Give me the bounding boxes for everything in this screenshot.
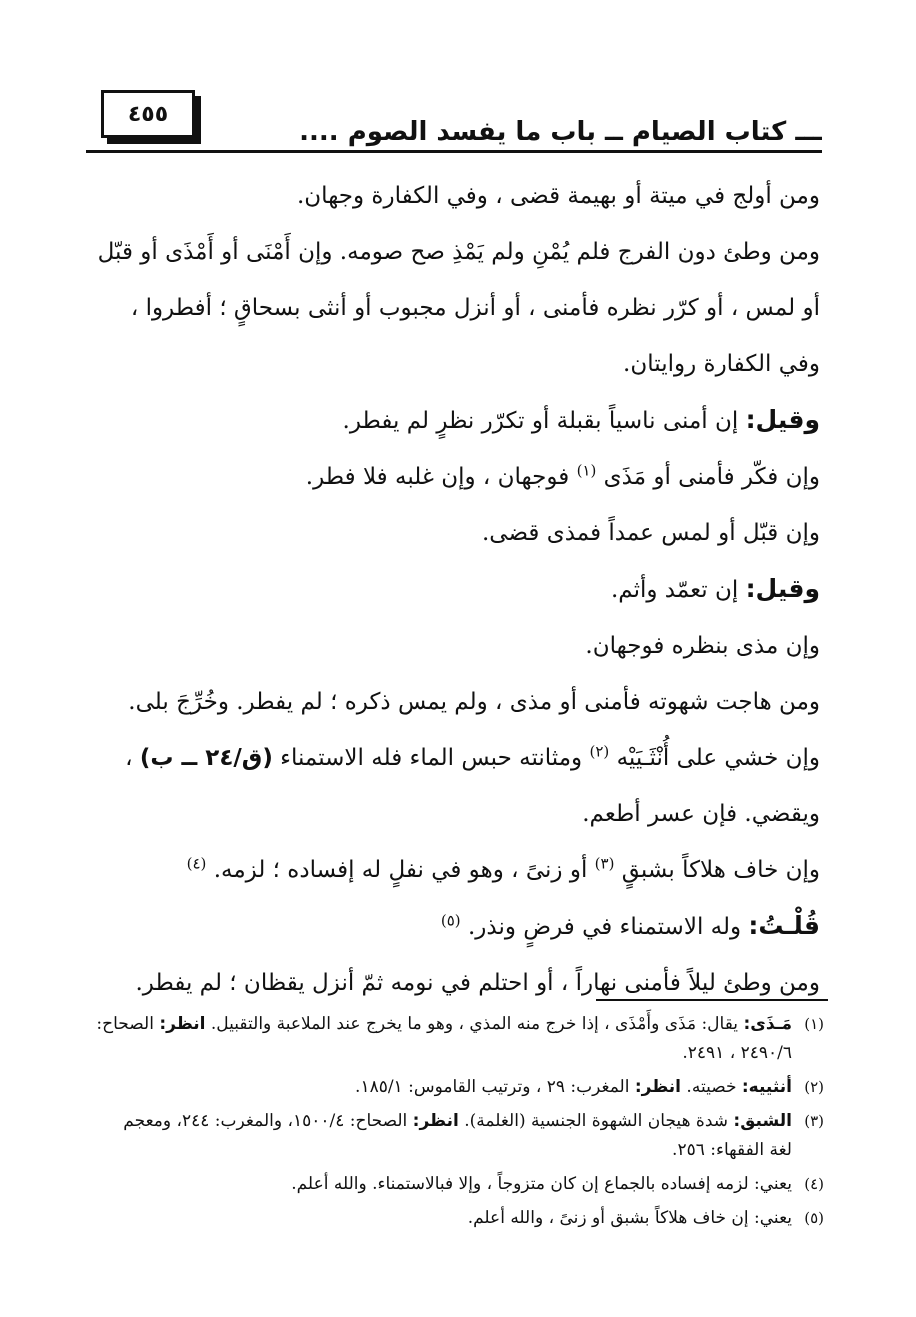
footnote-text: يقال: مَذَى وأَمْذَى ، إذا خرج منه المذي ، وهو ما يخرج عند الملاعبة والتقبيل. (210, 1014, 739, 1034)
running-header: ـــ كتاب الصيام ــ باب ما يفسد الصوم .... (299, 117, 822, 147)
footnote-source: الصحاح: ١٥٠٠/٤، والمغرب: ٢٤٤، ومعجم لغة الفقهاء: ٢٥٦. (123, 1111, 792, 1160)
footnote-see: انظر: (634, 1077, 682, 1097)
footnote-number: (١) (804, 1015, 824, 1033)
page-number-text: ٤٥٥ (127, 101, 169, 127)
footnote-ref-2[interactable]: (٢) (589, 742, 610, 761)
footnote-text: شدة هيجان الشهوة الجنسية (الغلمة). (464, 1111, 729, 1131)
footnote-4 (96, 1170, 824, 1199)
footnote-number: (٣) (804, 1112, 824, 1130)
paragraph-7: وإن مذى بنظره فوجهان. (585, 633, 820, 659)
footnote-1 (96, 1010, 824, 1068)
paragraph-4 (86, 449, 820, 505)
footnote-term: مَـذَى: (743, 1014, 792, 1034)
paragraph-9-text-a: وإن خشي على أُنْثَـيَيْه (616, 745, 820, 771)
footnote-ref-1[interactable]: (١) (576, 461, 597, 480)
paragraph-11-text: وله الاستمناء في فرضٍ ونذر. (467, 914, 742, 940)
paragraph-9-text-c: ، ويقضي. فإن عسر أطعم. (125, 745, 820, 827)
footnote-text: خصيته. (686, 1077, 737, 1097)
footnote-5 (96, 1204, 824, 1233)
paragraph-2: ومن وطئ دون الفرج فلم يُمْنِ ولم يَمْذِ صح صومه. وإن أَمْنَى أو أَمْذَى أو قبّل أو لمس ، أو كرّر نظره فأمنى ، أو أنزل مجبوب أو أنثى بسحاقٍ ؛ أفطروا ، وفي الكفارة روايتان. (97, 239, 820, 377)
paragraph-1: ومن أولج في ميتة أو بهيمة قضى ، وفي الكفارة وجهان. (296, 183, 820, 209)
paragraph-10-text-b: أو زنىً ، وهو في نفلٍ له إفساده ؛ لزمه. (213, 857, 588, 883)
footnote-source: الصحاح: ٢٤٩٠/٦ ، ٢٤٩١. (96, 1014, 792, 1063)
footnote-number: (٥) (804, 1209, 824, 1227)
paragraph-4-text-a: وإن فكّر فأمنى أو مَذَى (603, 464, 820, 490)
footnote-2 (96, 1073, 824, 1102)
paragraph-12: ومن وطئ ليلاً فأمنى نهاراً ، أو احتلم في نومه ثمّ أنزل يقظان ؛ لم يفطر. (135, 970, 820, 996)
paragraph-3 (86, 392, 820, 449)
footnote-ref-3[interactable]: (٣) (594, 854, 615, 873)
footnote-3 (96, 1107, 824, 1165)
footnote-number: (٤) (804, 1175, 824, 1193)
footnote-see: انظر: (412, 1111, 459, 1131)
footnote-term: أنثييه: (741, 1077, 792, 1097)
paragraph-10-text-a: وإن خاف هلاكاً بشبقٍ (621, 857, 820, 883)
paragraph-6-text: إن تعمّد وأثم. (610, 577, 739, 603)
paragraph-10 (86, 842, 820, 898)
paragraph-11 (86, 898, 820, 955)
paragraph-11-lead: قُلْـتُ: (748, 911, 820, 940)
footnote-ref-4[interactable]: (٤) (186, 854, 207, 873)
paragraph-4-text-b: فوجهان ، وإن غلبه فلا فطر. (305, 464, 570, 490)
paragraph-3-lead: وقيل: (745, 405, 820, 434)
footnote-number: (٢) (804, 1078, 824, 1096)
paragraph-8: ومن هاجت شهوته فأمنى أو مذى ، ولم يمس ذكره ؛ لم يفطر. وخُرِّجَ بلى. (128, 689, 820, 715)
paragraph-5: وإن قبّل أو لمس عمداً فمذى قضى. (481, 520, 820, 546)
paragraph-9-text-b: ومثانته حبس الماء فله الاستمناء (280, 745, 583, 771)
paragraph-9 (86, 730, 820, 842)
footnote-rule (596, 999, 828, 1001)
paragraph-6 (86, 561, 820, 618)
footnote-term: الشبق: (733, 1111, 792, 1131)
footnotes (96, 1010, 824, 1238)
footnote-see: انظر: (159, 1014, 206, 1034)
footnote-ref-5[interactable]: (٥) (440, 911, 461, 930)
main-text (86, 168, 820, 1011)
paragraph-6-lead: وقيل: (745, 574, 820, 603)
footnote-text: يعني: لزمه إفساده بالجماع إن كان متزوجاً ، وإلا فبالاستمناء. والله أعلم. (291, 1174, 792, 1194)
paragraph-3-text: إن أمنى ناسياً بقبلة أو تكرّر نظرٍ لم يفطر. (342, 408, 739, 434)
manuscript-folio-ref: (ق/٢٤ ــ ب) (139, 745, 273, 771)
footnote-text: يعني: إن خاف هلاكاً بشبق أو زنىً ، والله أعلم. (467, 1208, 792, 1228)
header-rule (86, 150, 822, 153)
footnote-source: المغرب: ٢٩ ، وترتيب القاموس: ١٨٥/١. (355, 1077, 630, 1097)
